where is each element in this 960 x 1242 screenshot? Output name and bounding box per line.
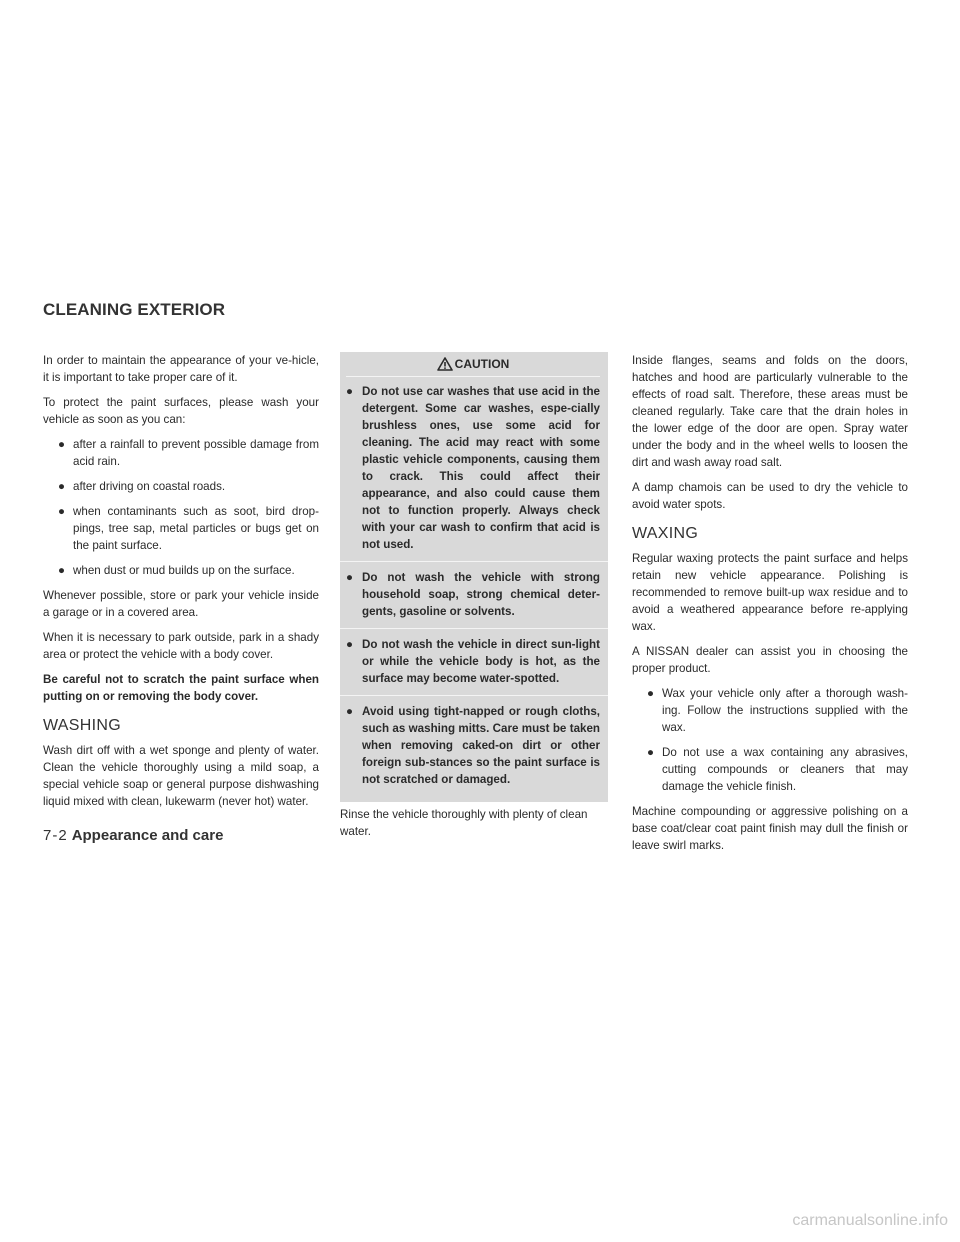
caution-title: CAUTION xyxy=(454,357,510,371)
chamois-paragraph: A damp chamois can be used to dry the vehicle to avoid water spots. xyxy=(632,481,908,511)
section-title: CLEANING EXTERIOR xyxy=(43,300,226,319)
wax-list xyxy=(632,685,908,795)
waxing-heading: WAXING xyxy=(632,525,699,542)
washing-paragraph: Wash dirt off with a wet sponge and plenty of water. Clean the vehicle thoroughly using a mild soap, a special vehicle soap or general purpose dishwashing liquid mixed with clean, lukewarm (never hot) water. xyxy=(43,744,319,808)
list-item: ● after driving on coastal roads. xyxy=(58,480,226,493)
bullet-icon: ● xyxy=(346,385,354,398)
warning-icon xyxy=(437,357,453,371)
column-middle xyxy=(340,352,608,848)
list-item: ● Wax your vehicle only after a thorough wash-ing. Follow the instructions supplied with the wax. xyxy=(647,687,908,734)
list-item: ● when dust or mud builds up on the surface. xyxy=(58,564,295,577)
park-paragraph: When it is necessary to park outside, park in a shady area or protect the vehicle with a body cover. xyxy=(43,631,319,661)
bullet-icon: ● xyxy=(58,438,66,451)
caution-header xyxy=(346,356,600,377)
column-right xyxy=(632,352,908,862)
bullet-icon: ● xyxy=(346,705,354,718)
machine-paragraph: Machine compounding or aggressive polishing on a base coat/clear coat paint finish may dull the finish or leave swirl marks. xyxy=(632,805,908,852)
caution-box xyxy=(340,352,608,802)
bullet-icon: ● xyxy=(58,564,66,577)
page-number: 7-2 xyxy=(43,827,68,844)
inside-flanges-paragraph: Inside flanges, seams and folds on the doors, hatches and hood are particularly vulnerable to the effects of road salt. Therefore, these areas must be cleaned regularly. Take care that the drain holes in the lower edge of the door are open. Spray water under the body and in the wheel wells to loosen the dirt and wash away road salt. xyxy=(632,354,908,469)
bullet-icon: ● xyxy=(647,687,655,700)
page-footer xyxy=(43,827,223,844)
list-item: ● Avoid using tight-napped or rough cloths, such as washing mitts. Care must be taken when removing caked-on dirt or other foreign sub-stances so the paint surface is not scratched or damaged. xyxy=(346,705,600,786)
washing-heading: WASHING xyxy=(43,717,121,734)
list-item: ● Do not wash the vehicle with strong household soap, strong chemical deter-gents, gasoline or solvents. xyxy=(346,571,600,618)
dealer-paragraph: A NISSAN dealer can assist you in choosing the proper product. xyxy=(632,645,908,675)
caution-list xyxy=(346,383,600,553)
bullet-icon: ● xyxy=(346,571,354,584)
divider xyxy=(340,561,608,562)
list-item: ● after a rainfall to prevent possible damage from acid rain. xyxy=(58,438,319,468)
protect-paragraph: To protect the paint surfaces, please wash your vehicle as soon as you can: xyxy=(43,396,319,426)
protect-list xyxy=(43,436,319,579)
waxing-paragraph: Regular waxing protects the paint surface and helps retain new vehicle appearance. Polishing is recommended to remove built-up wax residue and to avoid a weathered appearance before re-applying wax. xyxy=(632,552,908,633)
list-item: ● Do not wash the vehicle in direct sun-light or while the vehicle body is hot, as the surface may become water-spotted. xyxy=(346,638,600,685)
rinse-paragraph: Rinse the vehicle thoroughly with plenty of clean water. xyxy=(340,808,588,838)
divider xyxy=(340,628,608,629)
careful-warning: Be careful not to scratch the paint surface when putting on or removing the body cover. xyxy=(43,673,319,703)
list-item: ● Do not use car washes that use acid in the detergent. Some car washes, espe-cially brushless ones, use some acid for cleaning. The acid may react with some plastic vehicle components, causing them to crack. This could affect their appearance, and also could cause them not to function properly. Always check with your car wash to confirm that acid is not used. xyxy=(346,385,600,551)
list-item: ● when contaminants such as soot, bird drop-pings, tree sap, metal particles or bugs get on the paint surface. xyxy=(58,505,319,552)
bullet-icon: ● xyxy=(58,480,66,493)
bullet-icon: ● xyxy=(58,505,66,518)
chapter-title: Appearance and care xyxy=(71,827,224,844)
store-paragraph: Whenever possible, store or park your vehicle inside a garage or in a covered area. xyxy=(43,589,319,619)
list-item: ● Do not use a wax containing any abrasives, cutting compounds or cleaners that may damage the vehicle finish. xyxy=(647,746,908,793)
divider xyxy=(340,695,608,696)
watermark: carmanualsonline.info xyxy=(792,1212,948,1229)
column-left xyxy=(43,352,319,818)
bullet-icon: ● xyxy=(346,638,354,651)
intro-paragraph: In order to maintain the appearance of your ve-hicle, it is important to take proper care of it. xyxy=(43,354,319,384)
bullet-icon: ● xyxy=(647,746,655,759)
